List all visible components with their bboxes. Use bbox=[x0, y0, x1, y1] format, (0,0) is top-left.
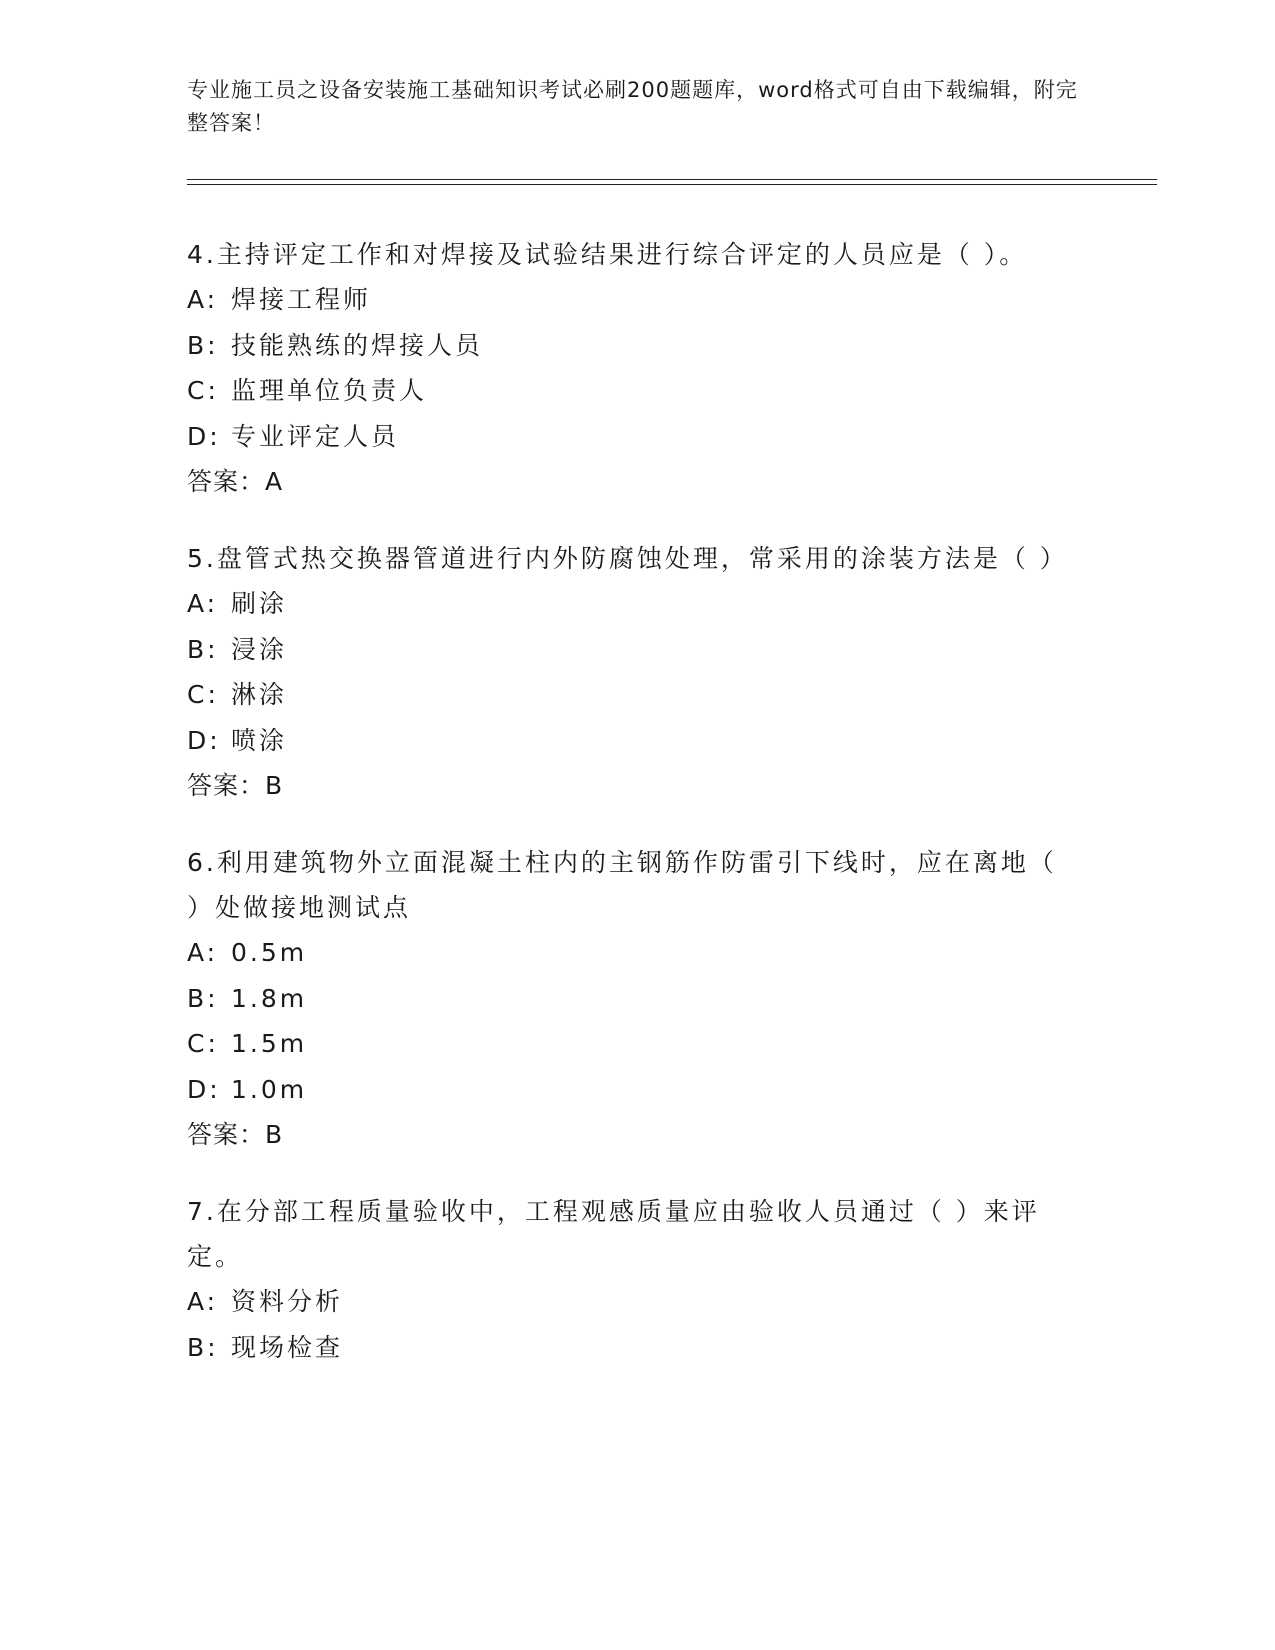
option-a bbox=[187, 930, 1067, 976]
option-letter: D: bbox=[187, 421, 221, 451]
option-c bbox=[187, 1021, 1067, 1067]
option-text: 专业评定人员 bbox=[231, 421, 400, 451]
option-text: 资料分析 bbox=[231, 1287, 344, 1316]
option-text: 刷涂 bbox=[231, 589, 288, 618]
option-b bbox=[187, 323, 1067, 369]
question-text: 6.利用建筑物外立面混凝土柱内的主钢筋作防雷引下线时，应在离地（ ）处做接地测试点 bbox=[187, 848, 1057, 922]
option-letter: A: bbox=[187, 938, 219, 967]
option-c bbox=[187, 368, 1067, 414]
option-text: 现场检查 bbox=[231, 1332, 344, 1362]
option-text: 浸涂 bbox=[231, 634, 288, 664]
option-c bbox=[187, 672, 1067, 718]
option-letter: A: bbox=[187, 1287, 219, 1316]
question-4 bbox=[187, 232, 1067, 505]
option-a bbox=[187, 1279, 1067, 1325]
option-letter: A: bbox=[187, 589, 219, 618]
option-letter: B: bbox=[187, 1332, 219, 1362]
option-b bbox=[187, 1325, 1067, 1371]
option-a bbox=[187, 277, 1067, 323]
option-text: 1.8m bbox=[231, 983, 308, 1013]
question-5 bbox=[187, 536, 1067, 809]
option-d bbox=[187, 718, 1067, 764]
header-rule-top bbox=[187, 179, 1157, 180]
option-text: 1.0m bbox=[231, 1074, 308, 1104]
document-header: 专业施工员之设备安装施工基础知识考试必刷200题题库，word格式可自由下载编辑，附完整答案！ bbox=[187, 78, 1078, 135]
option-letter: A: bbox=[187, 285, 219, 314]
header-rule-bottom bbox=[187, 184, 1157, 185]
option-d bbox=[187, 414, 1067, 460]
answer-line: 答案：B bbox=[187, 1120, 284, 1149]
option-letter: D: bbox=[187, 725, 221, 755]
option-letter: C: bbox=[187, 680, 219, 709]
question-list bbox=[187, 232, 1067, 1401]
option-text: 淋涂 bbox=[231, 680, 288, 709]
option-d bbox=[187, 1067, 1067, 1113]
question-text: 5.盘管式热交换器管道进行内外防腐蚀处理，常采用的涂装方法是（ ） bbox=[187, 544, 1068, 573]
option-b bbox=[187, 627, 1067, 673]
answer-line: 答案：B bbox=[187, 771, 284, 800]
question-6 bbox=[187, 840, 1067, 1158]
question-text: 4.主持评定工作和对焊接及试验结果进行综合评定的人员应是（ ）。 bbox=[187, 240, 1028, 269]
option-letter: B: bbox=[187, 330, 219, 360]
question-text: 7.在分部工程质量验收中，工程观感质量应由验收人员通过（ ）来评定。 bbox=[187, 1197, 1040, 1271]
question-7 bbox=[187, 1189, 1067, 1370]
answer-line: 答案：A bbox=[187, 467, 284, 496]
option-letter: D: bbox=[187, 1074, 221, 1104]
option-a bbox=[187, 581, 1067, 627]
option-text: 0.5m bbox=[231, 938, 308, 967]
option-letter: C: bbox=[187, 376, 219, 405]
option-letter: B: bbox=[187, 634, 219, 664]
option-letter: B: bbox=[187, 983, 219, 1013]
option-text: 喷涂 bbox=[231, 725, 288, 755]
option-text: 监理单位负责人 bbox=[231, 376, 428, 405]
option-text: 1.5m bbox=[231, 1029, 308, 1058]
option-text: 焊接工程师 bbox=[231, 285, 372, 314]
option-letter: C: bbox=[187, 1029, 219, 1058]
option-text: 技能熟练的焊接人员 bbox=[231, 330, 484, 360]
option-b bbox=[187, 976, 1067, 1022]
